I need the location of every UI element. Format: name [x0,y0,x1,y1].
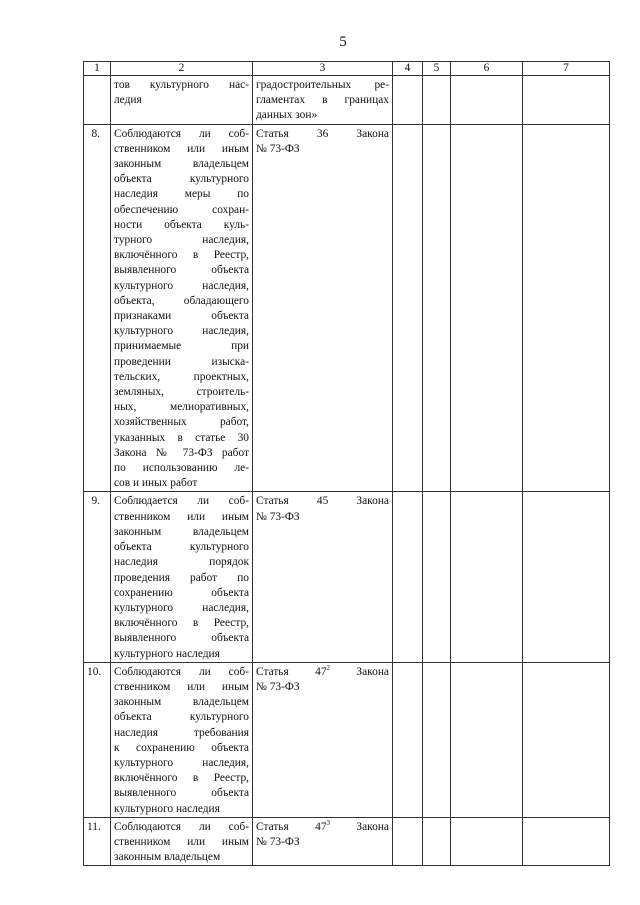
column-header-row [84,62,610,76]
reference-article: Статья [256,127,289,140]
reference-article-number [315,820,330,835]
reference-law-number: № 73-ФЗ [256,510,300,523]
table-row [84,817,610,866]
question-line: Соблюдаются ли соб- [114,127,249,140]
column-header: 2 [111,62,253,76]
empty-cell [451,124,523,492]
column-header: 7 [523,62,610,76]
reference-line: гламентах в границах [256,94,389,107]
empty-cell [451,76,523,125]
question-line: к сохранению объекта [114,741,249,754]
empty-cell [451,817,523,866]
reference-law-word: Закона [356,820,389,833]
question-line: объекта, обладающего [114,294,249,307]
question-line: тельских, проектных, [114,370,249,383]
question-line: ственником или иным [114,142,249,155]
reference-law-number: № 73-ФЗ [256,680,300,693]
reference-law-word: Закона [356,127,389,140]
question-line: ности объекта куль- [114,218,249,231]
article-number: 36 [316,127,329,140]
question-line: Соблюдаются ли соб- [114,820,249,833]
question-line: Соблюдается ли соб- [114,495,249,508]
reference-line [256,665,389,680]
reference-article: Статья [256,495,289,508]
reference-law-word: Закона [356,665,389,678]
question-line: земляных, строитель- [114,386,249,399]
article-number: 47 [315,820,327,833]
row-number: 11. [84,817,111,866]
question-cell [111,76,253,125]
column-header: 3 [253,62,393,76]
question-line: культурного наследия [114,802,220,815]
question-line: культурного наследия, [114,325,249,338]
column-header: 4 [393,62,423,76]
reference-article-number [317,127,328,142]
reference-line [256,127,389,142]
empty-cell [393,124,423,492]
question-line: обеспечению сохран- [114,203,249,216]
row-number [84,76,111,125]
legal-reference-cell [253,124,393,492]
empty-cell [423,662,451,817]
empty-cell [423,76,451,125]
question-line: включённого в Реестр, [114,249,249,262]
question-line: выявленного объекта [114,787,249,800]
question-line: законным владельцем [114,525,249,538]
article-number: 45 [316,495,329,508]
question-line: законным владельцем [114,696,249,709]
question-line: Закона № 73-ФЗ работ [114,446,249,459]
table-row [84,76,610,125]
question-line: проведения работ по [114,571,249,584]
empty-cell [523,76,610,125]
table-row [84,492,610,662]
question-line: ственником или иным [114,680,249,693]
empty-cell [523,124,610,492]
reference-article-number [317,494,328,509]
article-superscript: 3 [326,819,331,827]
question-line: включённого в Реестр, [114,617,249,630]
empty-cell [423,817,451,866]
legal-reference-cell [253,492,393,662]
question-cell [111,124,253,492]
question-line: объекта культурного [114,541,249,554]
question-line: законным владельцем [114,851,221,864]
question-line: турного наследия, [114,234,249,247]
empty-cell [423,492,451,662]
empty-cell [393,76,423,125]
column-header: 1 [84,62,111,76]
question-line: культурного наследия [114,647,220,660]
reference-line: данных зон» [256,109,318,122]
empty-cell [423,124,451,492]
empty-cell [523,662,610,817]
question-line: наследия требования [114,726,249,739]
table-row [84,124,610,492]
question-line: ледия [114,94,142,107]
question-line: указанных в статье 30 [114,431,249,444]
reference-article-number [315,665,330,680]
question-line: признаками объекта [114,310,249,323]
question-line: ственником или иным [114,510,249,523]
row-number: 10. [84,662,111,817]
checklist-table [83,61,610,866]
question-line: наследия порядок [114,556,249,569]
empty-cell [451,662,523,817]
question-cell [111,492,253,662]
question-line: Соблюдаются ли соб- [114,665,249,678]
reference-line: градостроительных ре- [256,79,389,91]
legal-reference-cell [253,76,393,125]
question-line: выявленного объекта [114,264,249,277]
question-line: хозяйственных работ, [114,416,249,429]
legal-reference-cell [253,662,393,817]
empty-cell [393,817,423,866]
question-cell [111,662,253,817]
question-line: культурного наследия, [114,601,249,614]
question-cell [111,817,253,866]
row-number: 8. [84,124,111,492]
question-line: сов и иных работ [114,477,198,490]
empty-cell [523,817,610,866]
question-line: включённого в Реестр, [114,772,249,785]
question-line: законным владельцем [114,158,249,171]
question-line: по использованию ле- [114,462,249,475]
reference-law-number: № 73-ФЗ [256,835,300,848]
table-row [84,662,610,817]
question-line: принимаемые при [114,340,249,353]
question-line: ных, мелиоративных, [114,401,249,414]
question-line: выявленного объекта [114,632,249,645]
question-line: наследия меры по [114,188,249,201]
empty-cell [393,662,423,817]
reference-law-number: № 73-ФЗ [256,142,300,155]
legal-reference-cell [253,817,393,866]
question-line: культурного наследия, [114,756,249,769]
question-line: объекта культурного [114,711,249,724]
reference-line [256,820,389,835]
question-line: культурного наследия, [114,279,249,292]
column-header: 6 [451,62,523,76]
reference-line [256,494,389,509]
reference-law-word: Закона [356,495,389,508]
empty-cell [523,492,610,662]
column-header: 5 [423,62,451,76]
empty-cell [451,492,523,662]
question-line: ственником или иным [114,835,249,848]
question-line: проведении изыска- [114,355,249,368]
row-number: 9. [84,492,111,662]
reference-article: Статья [256,665,289,678]
article-superscript: 2 [326,664,331,672]
question-line: объекта культурного [114,173,249,186]
page-number: 5 [339,34,347,50]
empty-cell [393,492,423,662]
reference-article: Статья [256,820,289,833]
article-number: 47 [315,665,327,678]
question-line: тов культурного нас- [114,79,249,91]
question-line: сохранению объекта [114,586,249,599]
